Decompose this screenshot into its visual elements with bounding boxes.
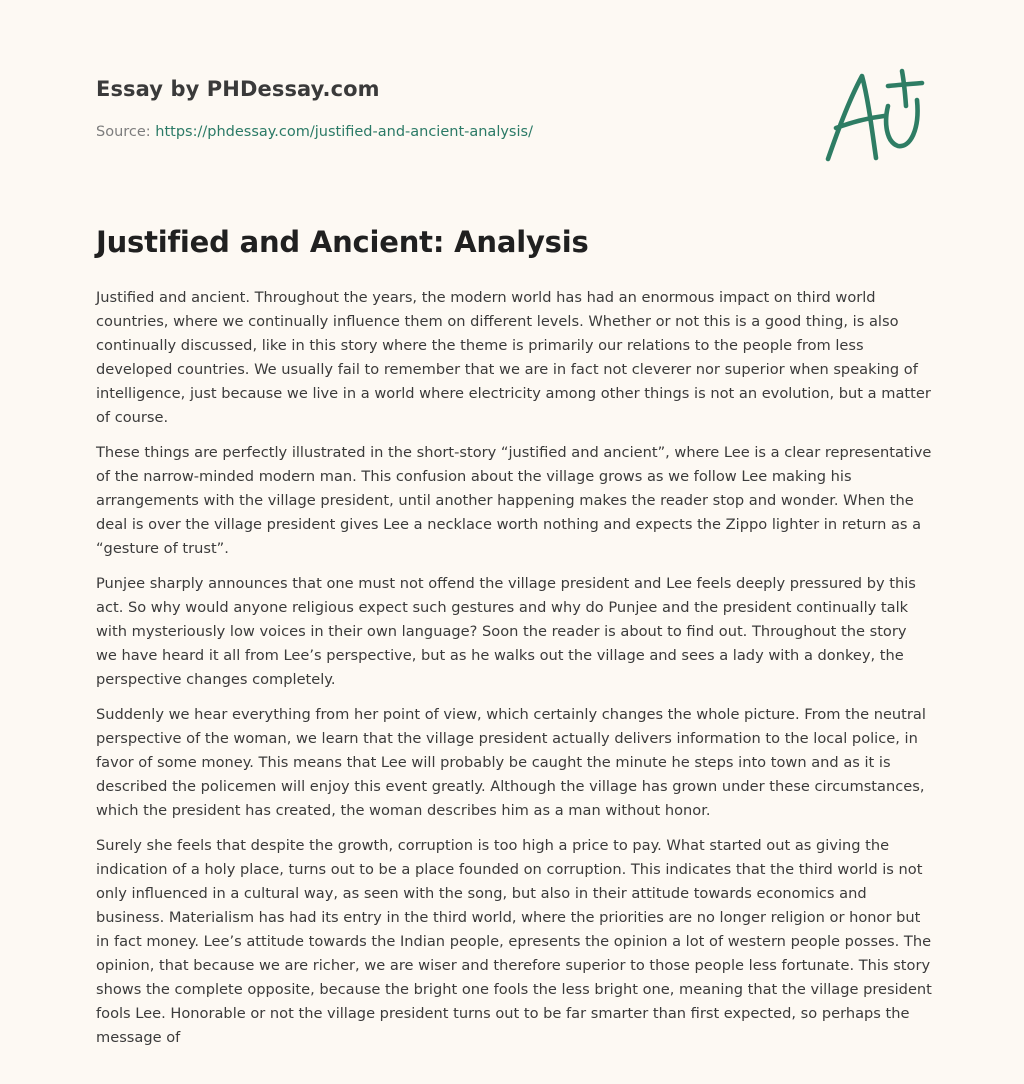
source-line xyxy=(96,124,533,140)
essay-body xyxy=(96,286,932,1061)
essay-paragraph: Surely she feels that despite the growth, corruption is too high a price to pay. What started out as giving the indication of a holy place, turns out to be a place founded on corruption. This indicates that the third world is not only influenced in a cultural way, as seen with the song, but also in their attitude towards economics and business. Materialism has had its entry in the third world, where the priorities are no longer religion or honor but in fact money. Lee’s attitude towards the Indian people, epresents the opinion a lot of western people posses. The opinion, that because we are richer, we are wiser and therefore superior to those people less fortunate. This story shows the complete opposite, because the bright one fools the less bright one, meaning that the village president fools Lee. Honorable or not the village president turns out to be far smarter than first expected, so perhaps the message of xyxy=(96,837,932,1046)
essay-paragraph: Justified and ancient. Throughout the years, the modern world has had an enormous impact on third world countries, where we continually influence them on different levels. Whether or not this is a good thing, is also continually discussed, like in this story where the theme is primarily our relations to the people from less developed countries. We usually fail to remember that we are in fact not cleverer nor superior when speaking of intelligence, just because we live in a world where electricity among other things is not an evolution, but a matter of course. xyxy=(96,289,931,426)
essay-paragraph: These things are perfectly illustrated in the short-story “justified and ancient”, where Lee is a clear representative of the narrow-minded modern man. This confusion about the village grows as we follow Lee making his arrangements with the village president, until another happening makes the reader stop and wonder. When the deal is over the village president gives Lee a necklace worth nothing and expects the Zippo lighter in return as a “gesture of trust”. xyxy=(96,444,932,557)
a-plus-logo-icon xyxy=(822,66,932,166)
essay-paragraph: Punjee sharply announces that one must not offend the village president and Lee feels deeply pressured by this act. So why would anyone religious expect such gestures and why do Punjee and the president continually talk with mysteriously low voices in their own language? Soon the reader is about to find out. Throughout the story we have heard it all from Lee’s perspective, but as he walks out the village and sees a lady with a donkey, the perspective changes completely. xyxy=(96,575,916,688)
essay-paragraph: Suddenly we hear everything from her point of view, which certainly changes the whole picture. From the neutral perspective of the woman, we learn that the village president actually delivers information to the local police, in favor of some money. This means that Lee will probably be caught the minute he steps into town and as it is described the policemen will enjoy this event greatly. Although the village has grown under these circumstances, which the president has created, the woman describes him as a man without honor. xyxy=(96,706,926,819)
essay-title: Justified and Ancient: Analysis xyxy=(96,225,589,259)
site-title: Essay by PHDessay.com xyxy=(96,77,380,101)
source-label: Source: xyxy=(96,124,156,140)
source-link[interactable]: https://phdessay.com/justified-and-ancient-analysis/ xyxy=(155,124,533,140)
